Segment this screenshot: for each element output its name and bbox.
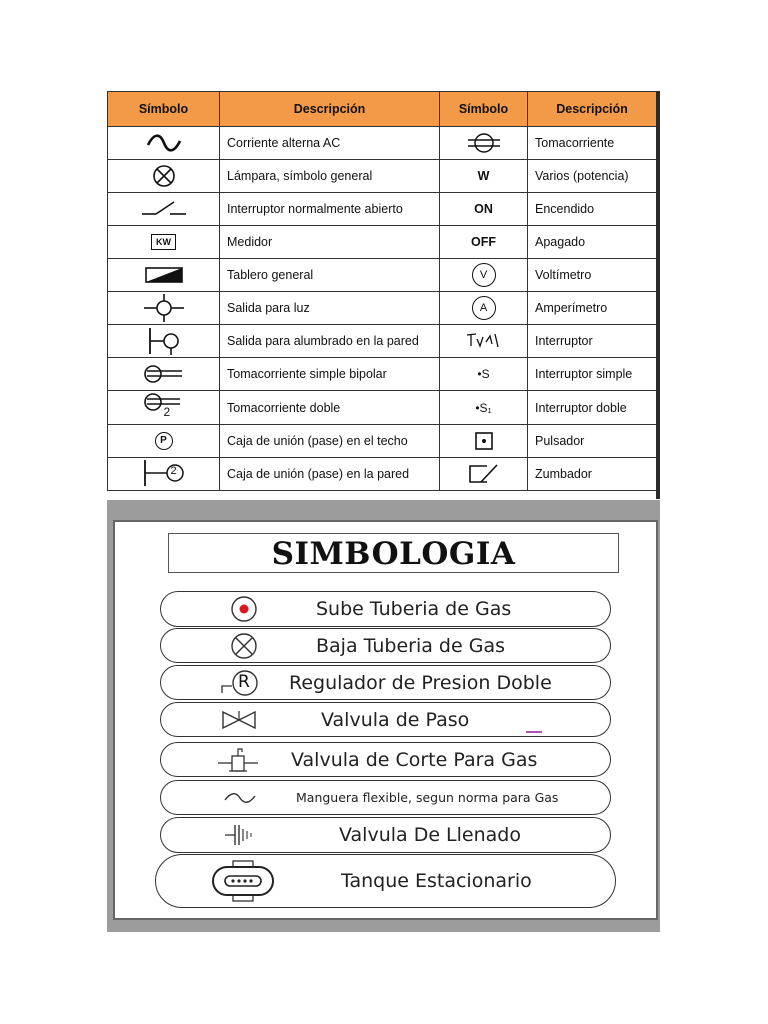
- voltmeter-glyph: V: [479, 269, 488, 281]
- gas-pipe-down-icon: [227, 629, 261, 662]
- table-cell: Caja de unión (pase) en la pared: [220, 458, 440, 491]
- meter-kw-icon: [108, 226, 220, 259]
- buzzer-icon: [440, 458, 528, 491]
- header-symbol-2: Símbolo: [440, 92, 528, 127]
- ceiling-junction-circle: [155, 432, 173, 450]
- gas-legend-row: [160, 628, 611, 663]
- gas-legend-row: [155, 854, 616, 908]
- push-button-icon: [440, 425, 528, 458]
- double-outlet-icon: [108, 391, 220, 425]
- wall-junction-glyph: 2: [170, 464, 177, 477]
- gas-legend-label: Valvula de Paso: [321, 708, 470, 731]
- table-row: [108, 292, 657, 325]
- ammeter-icon: [440, 292, 528, 325]
- wall-junction-graphic: [139, 459, 189, 487]
- panel-triangle-icon: [108, 259, 220, 292]
- voltmeter-icon: [440, 259, 528, 292]
- header-description-2: Descripción: [528, 92, 657, 127]
- table-right-edge-shadow: [656, 91, 660, 499]
- power-w-symbol: [440, 160, 528, 193]
- wall-light-outlet-icon: [108, 325, 220, 358]
- on-text: ON: [474, 202, 493, 216]
- switch-open-icon: [108, 193, 220, 226]
- table-row: [108, 160, 657, 193]
- table-cell: Interruptor doble: [528, 391, 657, 425]
- interrupter-handwritten-icon: [440, 325, 528, 358]
- light-outlet-cross-icon: [108, 292, 220, 325]
- table-cell: Corriente alterna AC: [220, 127, 440, 160]
- gas-legend-row: [160, 742, 611, 777]
- regulator-glyph: R: [238, 671, 250, 692]
- table-row: [108, 425, 657, 458]
- meter-kw-box: [151, 234, 176, 250]
- voltmeter-circle: [472, 263, 496, 287]
- table-cell: Amperímetro: [528, 292, 657, 325]
- gas-legend-row: [160, 780, 611, 815]
- table-row: [108, 391, 657, 425]
- table-cell: Lámpara, símbolo general: [220, 160, 440, 193]
- table-cell: Apagado: [528, 226, 657, 259]
- table-cell: Interruptor: [528, 325, 657, 358]
- table-cell: Medidor: [220, 226, 440, 259]
- header-description-1: Descripción: [220, 92, 440, 127]
- double-pressure-regulator-icon: [218, 666, 262, 699]
- gas-legend-label: Tanque Estacionario: [341, 870, 532, 892]
- table-cell: Tomacorriente: [528, 127, 657, 160]
- table-cell: Zumbador: [528, 458, 657, 491]
- sine-wave-icon: [108, 127, 220, 160]
- table-row: [108, 325, 657, 358]
- switch-double-symbol: [440, 391, 528, 425]
- outlet-circle-bar-icon: [440, 127, 528, 160]
- switch-simple-text: •S: [477, 367, 490, 381]
- table-cell: Tomacorriente simple bipolar: [220, 358, 440, 391]
- switch-double-text: •S₁: [475, 400, 492, 415]
- table-row: [108, 226, 657, 259]
- stationary-tank-icon: [210, 855, 276, 907]
- double-outlet-glyph: 2: [163, 405, 171, 419]
- table-row: [108, 127, 657, 160]
- gas-pipe-up-icon: [227, 592, 261, 626]
- gas-legend-label: Manguera flexible, segun norma para Gas: [296, 790, 559, 805]
- gas-legend-label: Sube Tuberia de Gas: [316, 598, 512, 620]
- shutoff-valve-icon: [219, 703, 259, 736]
- filling-valve-icon: [223, 818, 263, 852]
- double-outlet-graphic: [142, 391, 186, 421]
- table-cell: Interruptor normalmente abierto: [220, 193, 440, 226]
- header-symbol-1: Símbolo: [108, 92, 220, 127]
- table-cell: Caja de unión (pase) en el techo: [220, 425, 440, 458]
- table-row: [108, 458, 657, 491]
- wall-junction-box-icon: [108, 458, 220, 491]
- gas-legend-row: [160, 665, 611, 700]
- table-cell: Interruptor simple: [528, 358, 657, 391]
- on-symbol: [440, 193, 528, 226]
- table-cell: Salida para luz: [220, 292, 440, 325]
- bipolar-outlet-icon: [108, 358, 220, 391]
- simbologia-title: SIMBOLOGIA: [168, 533, 619, 573]
- meter-kw-text: KW: [156, 237, 171, 247]
- table-cell: Pulsador: [528, 425, 657, 458]
- purple-underline-mark: [526, 731, 542, 733]
- symbol-table: [107, 91, 657, 491]
- gas-legend-label: Valvula de Corte Para Gas: [291, 748, 538, 771]
- table-row: [108, 259, 657, 292]
- electrical-symbol-table: [107, 91, 660, 491]
- table-row: [108, 358, 657, 391]
- gas-legend-row: [160, 702, 611, 737]
- ceiling-junction-glyph: P: [160, 435, 167, 446]
- table-cell: Tomacorriente doble: [220, 391, 440, 425]
- table-header-row: [108, 92, 657, 127]
- table-row: [108, 193, 657, 226]
- switch-simple-symbol: [440, 358, 528, 391]
- gas-legend-row: [160, 591, 611, 627]
- regulator-graphic: [219, 669, 261, 697]
- ammeter-glyph: A: [479, 302, 488, 314]
- gas-legend-row: [160, 817, 611, 853]
- gas-symbology-card: [113, 520, 658, 920]
- gas-legend-label: Valvula De Llenado: [339, 824, 521, 846]
- gas-cutoff-valve-icon: [215, 743, 261, 776]
- off-symbol: [440, 226, 528, 259]
- power-w-text: W: [477, 169, 490, 183]
- table-cell: Encendido: [528, 193, 657, 226]
- gas-legend-label: Regulador de Presion Doble: [289, 671, 552, 694]
- ammeter-circle: [472, 296, 496, 320]
- lamp-x-circle-icon: [108, 160, 220, 193]
- table-cell: Voltímetro: [528, 259, 657, 292]
- off-text: OFF: [471, 235, 496, 249]
- table-cell: Varios (potencia): [528, 160, 657, 193]
- flexible-hose-icon: [221, 781, 259, 814]
- table-cell: Tablero general: [220, 259, 440, 292]
- gas-legend-label: Baja Tuberia de Gas: [316, 634, 505, 657]
- gas-symbology-panel: [107, 500, 660, 932]
- table-cell: Salida para alumbrado en la pared: [220, 325, 440, 358]
- ceiling-junction-box-icon: [108, 425, 220, 458]
